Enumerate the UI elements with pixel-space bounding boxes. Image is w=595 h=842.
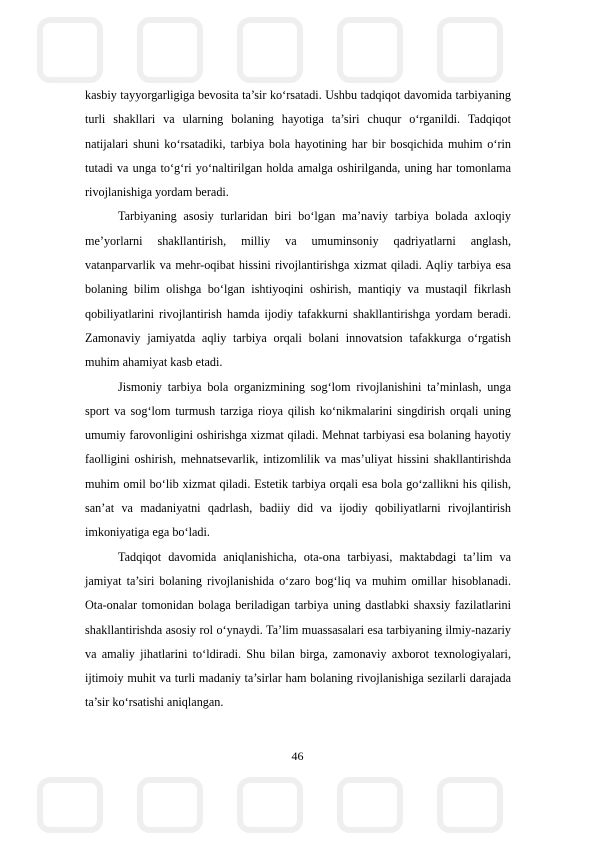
paragraph-1: kasbiy tayyorgarligiga bevosita ta’sir ko‘rsatadi. Ushbu tadqiqot davomida tarbiyaning turli shakllari va ularning bolaning hayotiga ta’siri chuqur o‘rganildi. Tadqiqot natijalari shuni ko‘rsatadiki, tarbiya bola hayotining har bir bosqichida muhim o‘rin tutadi va unga to‘g‘ri yo‘naltirilgan holda amalga oshirilganda, uning har tomonlama rivojlanishiga yordam beradi. bbox=[85, 88, 511, 200]
document-body bbox=[85, 83, 511, 715]
paragraph-3: Jismoniy tarbiya bola organizmining sog‘lom rivojlanishini ta’minlash, unga sport va sog‘lom turmush tarziga rioya qilish ko‘nikmalarini singdirish orqali uning umumiy farovonligini oshirishga xizmat qiladi. Mehnat tarbiyasi esa bolaning hayotiy faolligini oshirish, mehnatsevarlik, intizomlilik va mas’uliyat hissini shakllantirishda muhim omil bo‘lib xizmat qiladi. Estetik tarbiya orqali esa bola go‘zallikni his qilish, san’at va madaniyatni qadrlash, badiiy did va ijodiy qobiliyatlarni rivojlantirish imkoniyatiga ega bo‘ladi. bbox=[85, 379, 511, 540]
paragraph-4: Tadqiqot davomida aniqlanishicha, ota-ona tarbiyasi, maktabdagi ta’lim va jamiyat ta’siri bolaning rivojlanishida o‘zaro bog‘liq va muhim omillar hisoblanadi. Ota-onalar tomonidan bolaga beriladigan tarbiya uning dastlabki shaxsiy fazilatlarini shakllantirishda asosiy rol o‘ynaydi. Ta’lim muassasalari esa tarbiyaning ilmiy-nazariy va amaliy jihatlarini to‘ldiradi. Shu bilan birga, zamonaviy axborot texnologiyalari, ijtimoiy muhit va turli madaniy ta’sirlar ham bolaning rivojlanishiga sezilarli darajada ta’sir ko‘rsatishi aniqlangan. bbox=[85, 549, 511, 710]
page-number: 46 bbox=[291, 749, 304, 763]
paragraph-2: Tarbiyaning asosiy turlaridan biri bo‘lgan ma’naviy tarbiya bolada axloqiy me’yorlarni shakllantirish, milliy va umuminsoniy qadriyatlarni anglash, vatanparvarlik va mehr-oqibat hissini rivojlantirishga xizmat qiladi. Aqliy tarbiya esa bolaning bilim olishga bo‘lgan ishtiyoqini oshirish, mantiqiy va mustaqil fikrlash qobiliyatlarini rivojlantirish hamda ijodiy tafakkurni shakllantirishga yordam beradi. Zamonaviy jamiyatda aqliy tarbiya orqali bolani innovatsion tafakkurga o‘rgatish muhim ahamiyat kasb etadi. bbox=[85, 209, 511, 370]
